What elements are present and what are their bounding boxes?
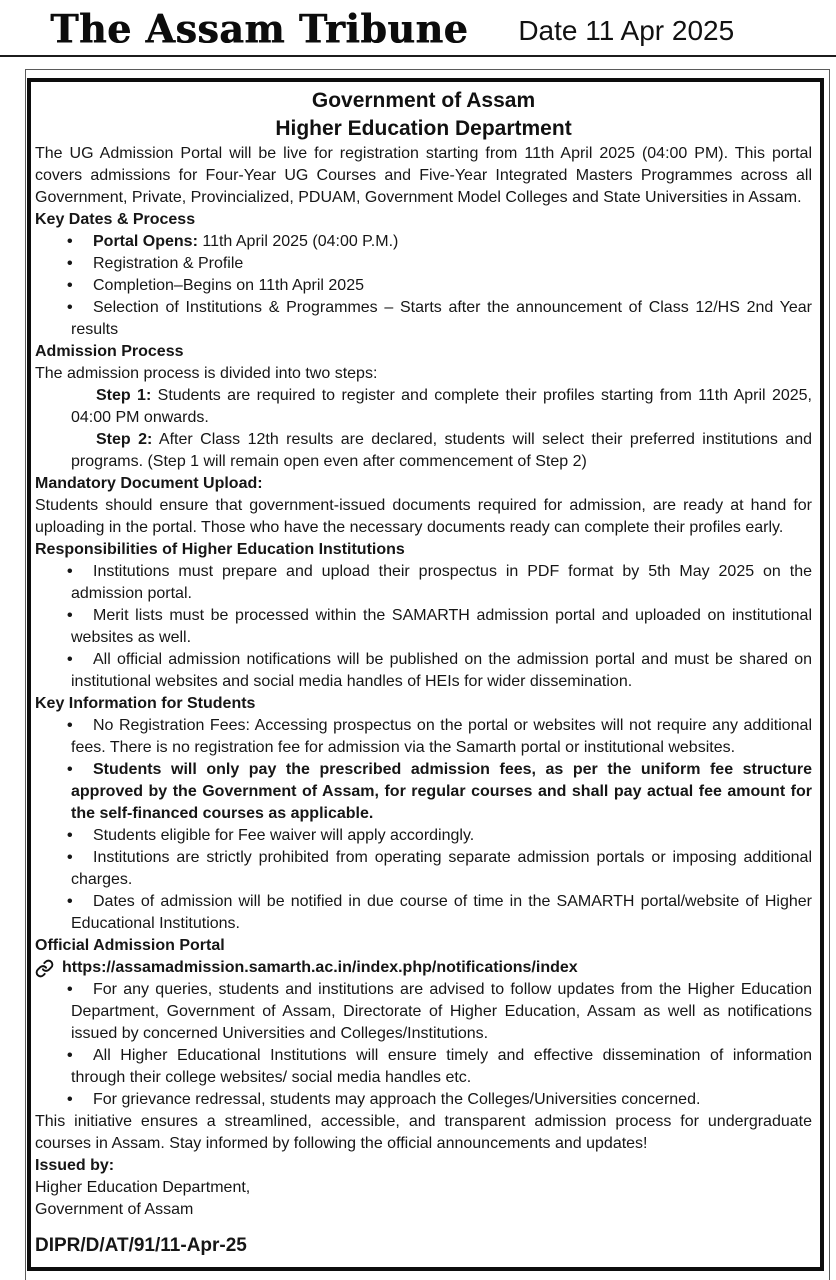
- admission-process-lead: The admission process is divided into two steps:: [35, 365, 378, 382]
- section-heading-document-upload: Mandatory Document Upload:: [35, 475, 263, 492]
- issued-by-government: Government of Assam: [35, 1201, 194, 1218]
- notice-outer-frame: [25, 69, 830, 1280]
- notice-box: [27, 78, 824, 1271]
- section-heading-key-dates: Key Dates & Process: [35, 211, 196, 228]
- masthead: The Assam Tribune: [50, 5, 469, 52]
- notice-title: Government of Assam: [311, 89, 536, 112]
- list-item: • Students will only pay the prescribed admission fees, as per the uniform fee structure approved by the Government of Assam, for regular courses and shall pay actual fee amount for the self-financed courses as applicable.: [71, 759, 812, 825]
- list-item: • All Higher Educational Institutions will ensure timely and effective dissemination of information through their college websites/ social media handles etc.: [71, 1045, 812, 1089]
- list-item: • Dates of admission will be notified in due course of time in the SAMARTH portal/website of Higher Educational Institutions.: [71, 891, 812, 935]
- list-item: • Selection of Institutions & Programmes – Starts after the announcement of Class 12/HS 2nd Year results: [71, 297, 812, 341]
- section-heading-key-information: Key Information for Students: [35, 695, 256, 712]
- section-heading-official-portal: Official Admission Portal: [35, 937, 225, 954]
- list-item: • For any queries, students and institutions are advised to follow updates from the Higher Education Department, Government of Assam, Directorate of Higher Education, Assam as well as notifications issued by concerned Universities and Colleges/Institutions.: [71, 979, 812, 1045]
- section-heading-admission-process: Admission Process: [35, 343, 184, 360]
- list-item: • For grievance redressal, students may approach the Colleges/Universities concerned.: [71, 1089, 812, 1111]
- closing-paragraph: This initiative ensures a streamlined, accessible, and transparent admission process for undergraduate courses in Assam. Stay informed by following the official announcements and updates!: [35, 1113, 812, 1152]
- date-label: Date 11 Apr 2025: [518, 15, 735, 46]
- list-item: • Students eligible for Fee waiver will apply accordingly.: [71, 825, 812, 847]
- intro-paragraph: The UG Admission Portal will be live for registration starting from 11th April 2025 (04:00 PM). This portal covers admissions for Four-Year UG Courses and Five-Year Integrated Masters Programmes across all Government, Private, Provincialized, PDUAM, Government Model Colleges and State Universities in Assam.: [35, 145, 812, 206]
- section-heading-responsibilities: Responsibilities of Higher Education Institutions: [35, 541, 405, 558]
- reference-number: DIPR/D/AT/91/11-Apr-25: [35, 1235, 247, 1256]
- list-item: • No Registration Fees: Accessing prospectus on the portal or websites will not require any additional fees. There is no registration fee for admission via the Samarth portal or institutional websites.: [71, 715, 812, 759]
- list-item: • Institutions must prepare and upload their prospectus in PDF format by 5th May 2025 on the admission portal.: [71, 561, 812, 605]
- issued-by-department: Higher Education Department,: [35, 1179, 251, 1196]
- list-item: • Portal Opens: 11th April 2025 (04:00 P.M.): [71, 231, 812, 253]
- list-item: • Completion–Begins on 11th April 2025: [71, 275, 812, 297]
- newspaper-header: [0, 0, 836, 57]
- masthead-area: [0, 6, 518, 52]
- document-upload-paragraph: Students should ensure that government-issued documents required for admission, are ready at hand for uploading in the portal. Those who have the necessary documents ready can complete their profiles early.: [35, 497, 812, 536]
- portal-url[interactable]: https://assamadmission.samarth.ac.in/index.php/notifications/index: [62, 959, 578, 976]
- issued-by-heading: Issued by:: [35, 1157, 115, 1174]
- notice-subtitle: Higher Education Department: [275, 117, 572, 140]
- link-icon: [35, 959, 54, 978]
- portal-link-row: [35, 957, 812, 979]
- list-item: • Merit lists must be processed within the SAMARTH admission portal and uploaded on institutional websites as well.: [71, 605, 812, 649]
- list-item: • Registration & Profile: [71, 253, 812, 275]
- step-2: Step 2: After Class 12th results are declared, students will select their preferred institutions and programs. (Step 1 will remain open even after commencement of Step 2): [71, 431, 813, 470]
- list-item: • Institutions are strictly prohibited from operating separate admission portals or imposing additional charges.: [71, 847, 812, 891]
- step-1: Step 1: Students are required to register and complete their profiles starting from 11th April 2025, 04:00 PM onwards.: [71, 387, 812, 426]
- list-item: • All official admission notifications will be published on the admission portal and must be shared on institutional websites and social media handles of HEIs for wider dissemination.: [71, 649, 812, 693]
